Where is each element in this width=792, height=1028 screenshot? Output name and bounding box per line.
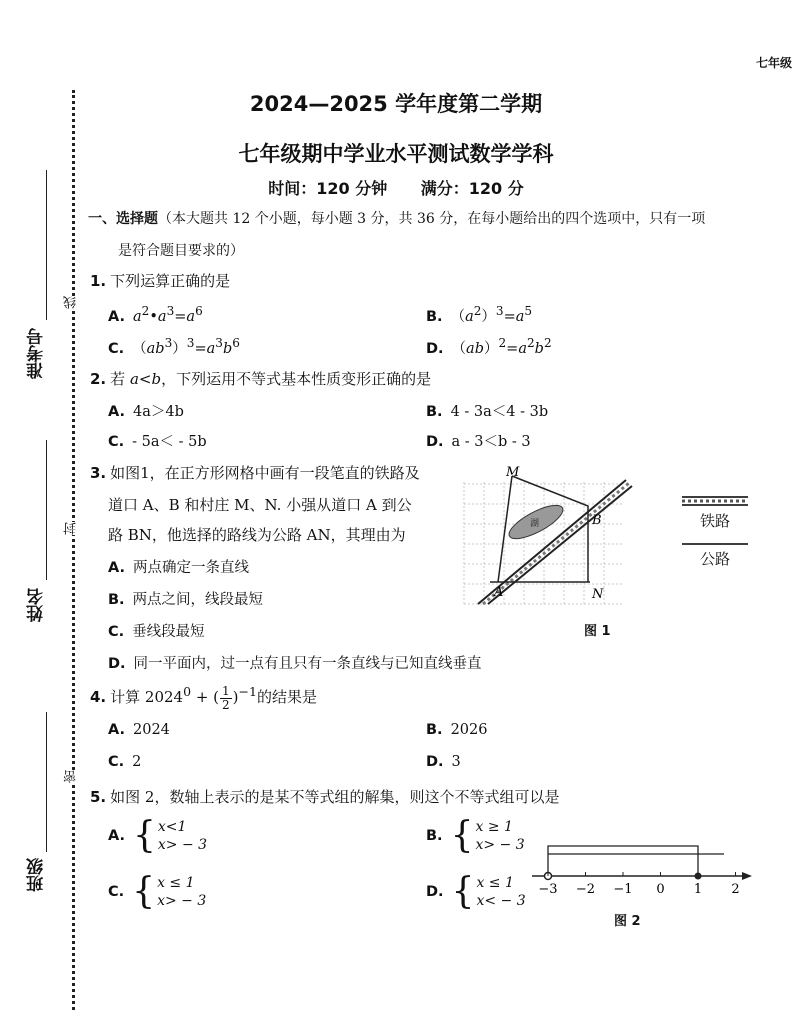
point-n-label: N	[592, 587, 604, 602]
q2-option-d-label: D.	[426, 434, 444, 450]
bind-mark-line: 线	[64, 296, 79, 309]
legend-railway-symbol	[680, 494, 750, 508]
q5-option-b-label: B.	[426, 828, 443, 844]
binding-dotted-line	[72, 90, 75, 1010]
q3-option-a-label: A.	[108, 560, 125, 576]
q4-option-d-label: D.	[426, 754, 444, 770]
point-m-label: M	[506, 465, 520, 480]
q4-option-d	[426, 754, 461, 770]
q3-option-d-text: 同一平面内，过一点有且只有一条直线与已知直线垂直	[133, 656, 482, 672]
section-instruction-b: 是符合题目要求的）	[118, 243, 244, 259]
q4-plus: + (	[191, 688, 220, 706]
question-4	[90, 684, 317, 712]
q3-option-b	[108, 588, 263, 609]
figure-2-number-line	[528, 836, 754, 898]
legend-road-label: 公路	[700, 550, 731, 568]
section-instruction-a: （本大题共 12 个小题，每小题 3 分，共 36 分，在每小题给出的四个选项中，只有一项	[158, 211, 706, 227]
q4-option-b-label: B.	[426, 722, 443, 738]
q4-option-a-label: A.	[108, 722, 125, 738]
q5-option-a-label: A.	[108, 828, 125, 844]
q3-option-b-label: B.	[108, 592, 125, 608]
q2-option-d	[426, 430, 531, 451]
q2-option-c-label: C.	[108, 434, 125, 450]
q4-text-post: 的结果是	[256, 688, 317, 706]
q5-option-c-label: C.	[108, 884, 125, 900]
q5-option-b: B. { x ≥ 1 x> − 3	[426, 815, 525, 856]
q2-text-post: ，下列运用不等式基本性质变形正确的是	[161, 370, 432, 388]
q1-option-d: D. $(ab)^2=a^2b^2$	[426, 336, 552, 357]
class-label: 班级	[27, 858, 47, 892]
q2-option-b	[426, 400, 548, 421]
q3-number: 3.	[90, 464, 107, 482]
exam-term-title: 2024—2025 学年度第二学期	[249, 92, 543, 116]
q5-option-a-line-1: x<1	[157, 819, 187, 835]
q1-option-b: B. $(a^2)^3=a^5$	[426, 304, 533, 325]
q5-option-c: C. { x ≤ 1 x> − 3	[108, 871, 207, 912]
lake-label: 湖	[530, 519, 540, 529]
q3-option-d	[108, 652, 482, 673]
figure-1-grid-map	[458, 462, 638, 612]
q5-option-c-line-1: x ≤ 1	[157, 875, 195, 891]
railway-ties	[483, 483, 629, 604]
q2-option-c	[108, 430, 207, 451]
corner-grade-label: 七年级	[755, 56, 792, 70]
exam-time-score	[0, 176, 792, 199]
number-line-tick-label: −2	[575, 882, 596, 897]
number-line-tick-label: −3	[538, 882, 558, 897]
q2-option-b-text: 4 - 3a＜4 - 3b	[450, 404, 549, 420]
section-title: 一、选择题	[88, 211, 158, 227]
q5-option-b-line-2: x> − 3	[475, 837, 525, 853]
figure-2-caption: 图 2	[614, 914, 641, 929]
q1-option-c: C. $(ab^3)^3=a^3b^6$	[108, 336, 240, 357]
q5-option-d-line-2: x< − 3	[476, 893, 526, 909]
q5-number: 5.	[90, 788, 107, 806]
q3-option-c	[108, 620, 205, 641]
q3-option-a	[108, 556, 249, 577]
number-line-tick-label: −1	[613, 882, 633, 897]
q5-option-a: A. { x<1 x> − 3	[108, 815, 208, 856]
q4-option-a-text: 2024	[133, 722, 170, 738]
q3-option-c-text: 垂线段最短	[132, 624, 205, 640]
exam-subject-title: 七年级期中学业水平测试数学学科	[238, 142, 554, 166]
q5-option-b-line-1: x ≥ 1	[475, 819, 513, 835]
legend-railway-label: 铁路	[700, 512, 731, 530]
q2-option-a-label: A.	[108, 404, 125, 420]
road-m-a	[498, 476, 512, 582]
bind-mark-secret: 密	[64, 770, 79, 783]
number-line-tick-label: 1	[693, 882, 703, 897]
q1-option-a: A. $a^2•a^3=a^6$	[108, 304, 203, 325]
solution-bracket-upper	[548, 846, 698, 876]
question-5	[90, 786, 559, 807]
q1-text: 下列运算正确的是	[110, 272, 231, 290]
number-line-tick-label: 2	[731, 882, 740, 897]
q5-option-d: D. { x ≤ 1 x< − 3	[426, 871, 526, 912]
number-line-tick-label: 0	[656, 882, 665, 897]
q3-option-a-text: 两点确定一条直线	[133, 560, 249, 576]
q2-option-d-text: a - 3＜b - 3	[451, 434, 531, 450]
figure-1-caption: 图 1	[584, 624, 611, 639]
q5-option-d-label: D.	[426, 884, 444, 900]
time-label: 时间：120 分钟	[268, 179, 388, 198]
q2-text-pre: 若	[110, 370, 126, 388]
q5-option-d-line-1: x ≤ 1	[476, 875, 514, 891]
number-line-arrow	[742, 872, 752, 880]
q4-close: )	[232, 688, 239, 706]
section-heading	[88, 208, 705, 228]
legend-road-symbol	[680, 542, 750, 546]
bind-mark-seal: 封	[64, 522, 79, 535]
q2-condition: a<b	[129, 370, 162, 388]
q4-option-c-text: 2	[132, 754, 142, 770]
q4-frac-num: 1	[222, 683, 230, 698]
q3-option-b-text: 两点之间，线段最短	[132, 592, 264, 608]
q2-option-b-label: B.	[426, 404, 443, 420]
q1-option-b-label: B.	[426, 308, 443, 325]
exam-number-label: 准考号	[27, 328, 47, 379]
q1-option-c-label: C.	[108, 340, 125, 357]
q3-line-1: 如图1，在正方形网格中画有一段笔直的铁路及	[110, 464, 420, 482]
name-write-line	[46, 440, 47, 580]
question-1	[90, 270, 230, 291]
q5-option-a-line-2: x> − 3	[157, 837, 208, 853]
q4-exponent-neg: −1	[238, 684, 257, 699]
q3-option-d-label: D.	[108, 656, 126, 672]
q2-option-a-text: 4a＞4b	[133, 404, 184, 420]
q3-option-c-label: C.	[108, 624, 125, 640]
q4-frac-den: 2	[222, 697, 230, 712]
q4-exponent-zero: 0	[183, 684, 192, 699]
q4-option-b-text: 2026	[450, 722, 488, 738]
q1-option-d-label: D.	[426, 340, 444, 357]
q4-option-b	[426, 722, 487, 738]
q4-option-c	[108, 754, 141, 770]
point-a-label: A	[494, 585, 504, 600]
q4-option-a	[108, 722, 170, 738]
point-b-label: B	[592, 513, 602, 528]
q2-number: 2.	[90, 370, 107, 388]
q4-option-c-label: C.	[108, 754, 125, 770]
question-2	[90, 368, 431, 389]
q2-option-a	[108, 400, 184, 421]
score-label: 满分：120 分	[420, 179, 524, 198]
class-write-line	[46, 712, 47, 852]
q2-option-c-text: - 5a＜ - 5b	[132, 434, 207, 450]
q4-number: 4.	[90, 688, 107, 706]
q3-line-2: 道口 A、B 和村庄 M、N. 小强从道口 A 到公	[108, 496, 412, 514]
question-3	[90, 462, 420, 483]
q1-number: 1.	[90, 272, 107, 290]
name-label: 姓名	[27, 588, 47, 622]
q1-option-a-label: A.	[108, 308, 125, 325]
q4-option-d-text: 3	[451, 754, 461, 770]
q5-text: 如图 2，数轴上表示的是某不等式组的解集，则这个不等式组可以是	[110, 788, 560, 806]
q4-text-pre: 计算 2024	[110, 688, 184, 706]
q5-option-c-line-2: x> − 3	[157, 893, 207, 909]
q3-line-3: 路 BN，他选择的路线为公路 AN，其理由为	[108, 526, 406, 544]
